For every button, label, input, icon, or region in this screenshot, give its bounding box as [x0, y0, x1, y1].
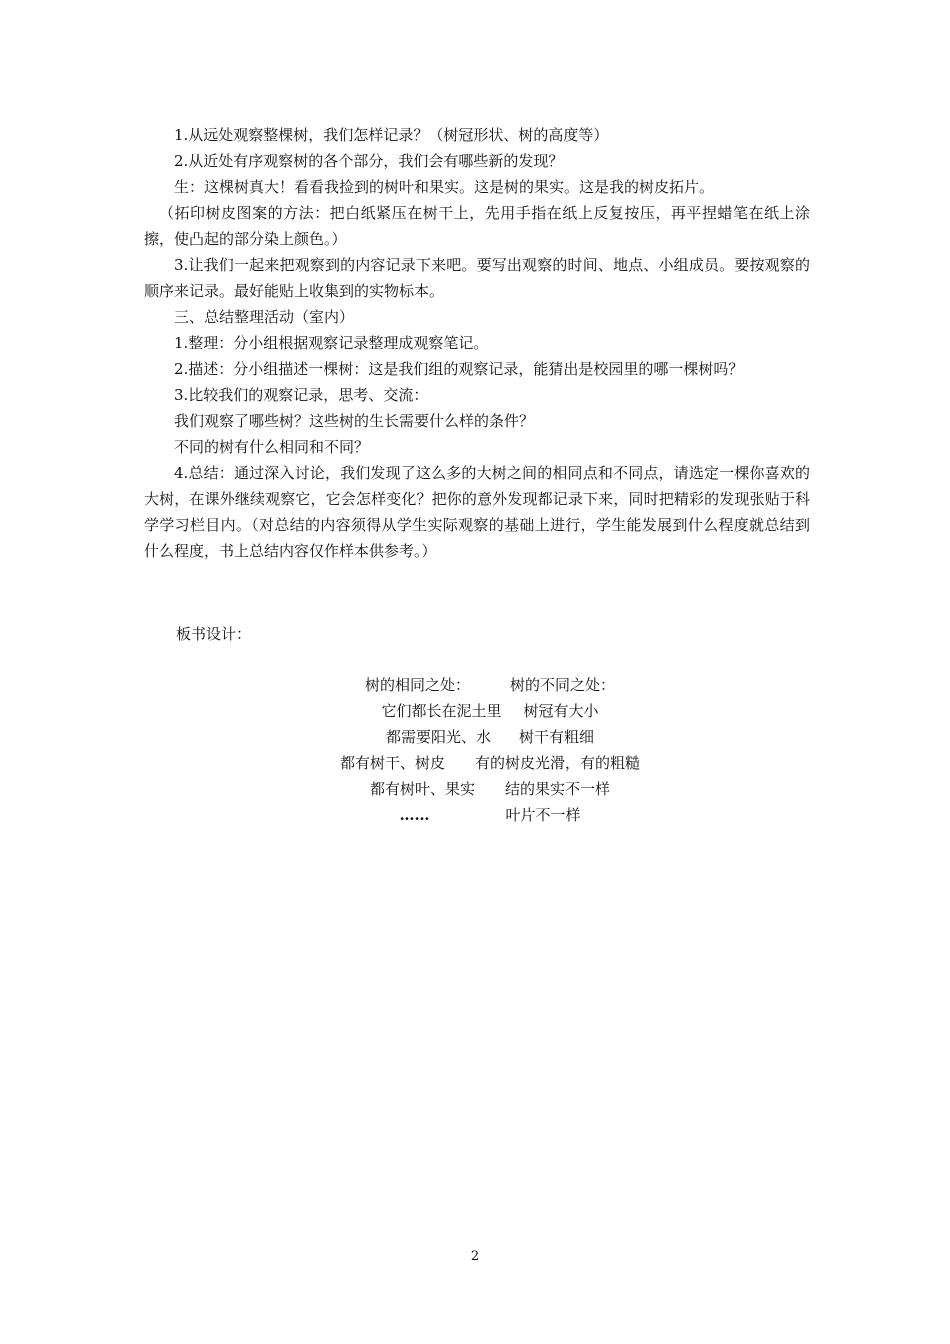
paragraph-compare: 3.比较我们的观察记录，思考、交流： — [174, 386, 429, 404]
paragraph-describe: 2.描述：分小组描述一棵树：这是我们组的观察记录，能猜出是校园里的哪一棵树吗？ — [174, 360, 744, 378]
board-cell-different: 树干有粗细 — [519, 728, 595, 746]
board-cell-same: 它们都长在泥土里 — [381, 702, 502, 720]
board-cell-same: 都有树叶、果实 — [369, 780, 475, 798]
board-cell-different: 有的树皮光滑，有的粗糙 — [475, 754, 641, 772]
paragraph-observe-near: 2.从近处有序观察树的各个部分，我们会有哪些新的发现？ — [174, 152, 564, 170]
paragraph-conclusion: 4.总结：通过深入讨论，我们发现了这么多的大树之间的相同点和不同点，请选定一棵你喜欢的大树，在课外继续观察它，它会怎样变化？把你的意外发现都记录下来，同时把精彩的发现张贴于科学学习栏目内。（对总结的内容须得从学生实际观察的基础上进行，学生能发展到什么程度就总结到什么程度，书上总结内容仅作样本供参考。） — [144, 464, 810, 560]
board-cell-different: 叶片不一样 — [505, 806, 581, 824]
section-heading-summary: 三、总结整理活动（室内） — [174, 308, 355, 326]
board-cell-same: 都需要阳光、水 — [385, 728, 491, 746]
page-number: 2 — [470, 1249, 480, 1264]
board-row — [280, 802, 700, 828]
board-cell-same: …… — [399, 806, 430, 824]
board-cell-same: 树的相同之处： — [364, 676, 470, 694]
board-cell-different: 结的果实不一样 — [505, 780, 611, 798]
paragraph-question-same-different: 不同的树有什么相同和不同？ — [174, 438, 370, 456]
board-row — [280, 698, 700, 724]
board-design-heading: 板书设计： — [176, 625, 252, 643]
paragraph-observe-far: 1.从远处观察整棵树，我们怎样记录？（树冠形状、树的高度等） — [174, 126, 609, 144]
lesson-body — [144, 122, 810, 564]
board-design — [280, 672, 700, 828]
board-row — [280, 776, 700, 802]
board-row — [280, 672, 700, 698]
paragraph-question-which-trees: 我们观察了哪些树？这些树的生长需要什么样的条件？ — [174, 412, 535, 430]
board-cell-different: 树的不同之处： — [510, 676, 616, 694]
paragraph-student-response: 生：这棵树真大！看看我捡到的树叶和果实。这是树的果实。这是我的树皮拓片。 — [174, 178, 715, 196]
board-cell-same: 都有树干、树皮 — [339, 754, 445, 772]
board-row — [280, 750, 700, 776]
paragraph-organize: 1.整理：分小组根据观察记录整理成观察笔记。 — [174, 334, 489, 352]
paragraph-record-observation: 3.让我们一起来把观察到的内容记录下来吧。要写出观察的时间、地点、小组成员。要按观察的顺序来记录。最好能贴上收集到的实物标本。 — [144, 256, 810, 300]
paragraph-bark-rubbing-method: （拓印树皮图案的方法：把白纸紧压在树干上，先用手指在纸上反复按压，再平捏蜡笔在纸上涂擦，使凸起的部分染上颜色。） — [144, 204, 810, 248]
board-row — [280, 724, 700, 750]
board-cell-different: 树冠有大小 — [523, 702, 599, 720]
